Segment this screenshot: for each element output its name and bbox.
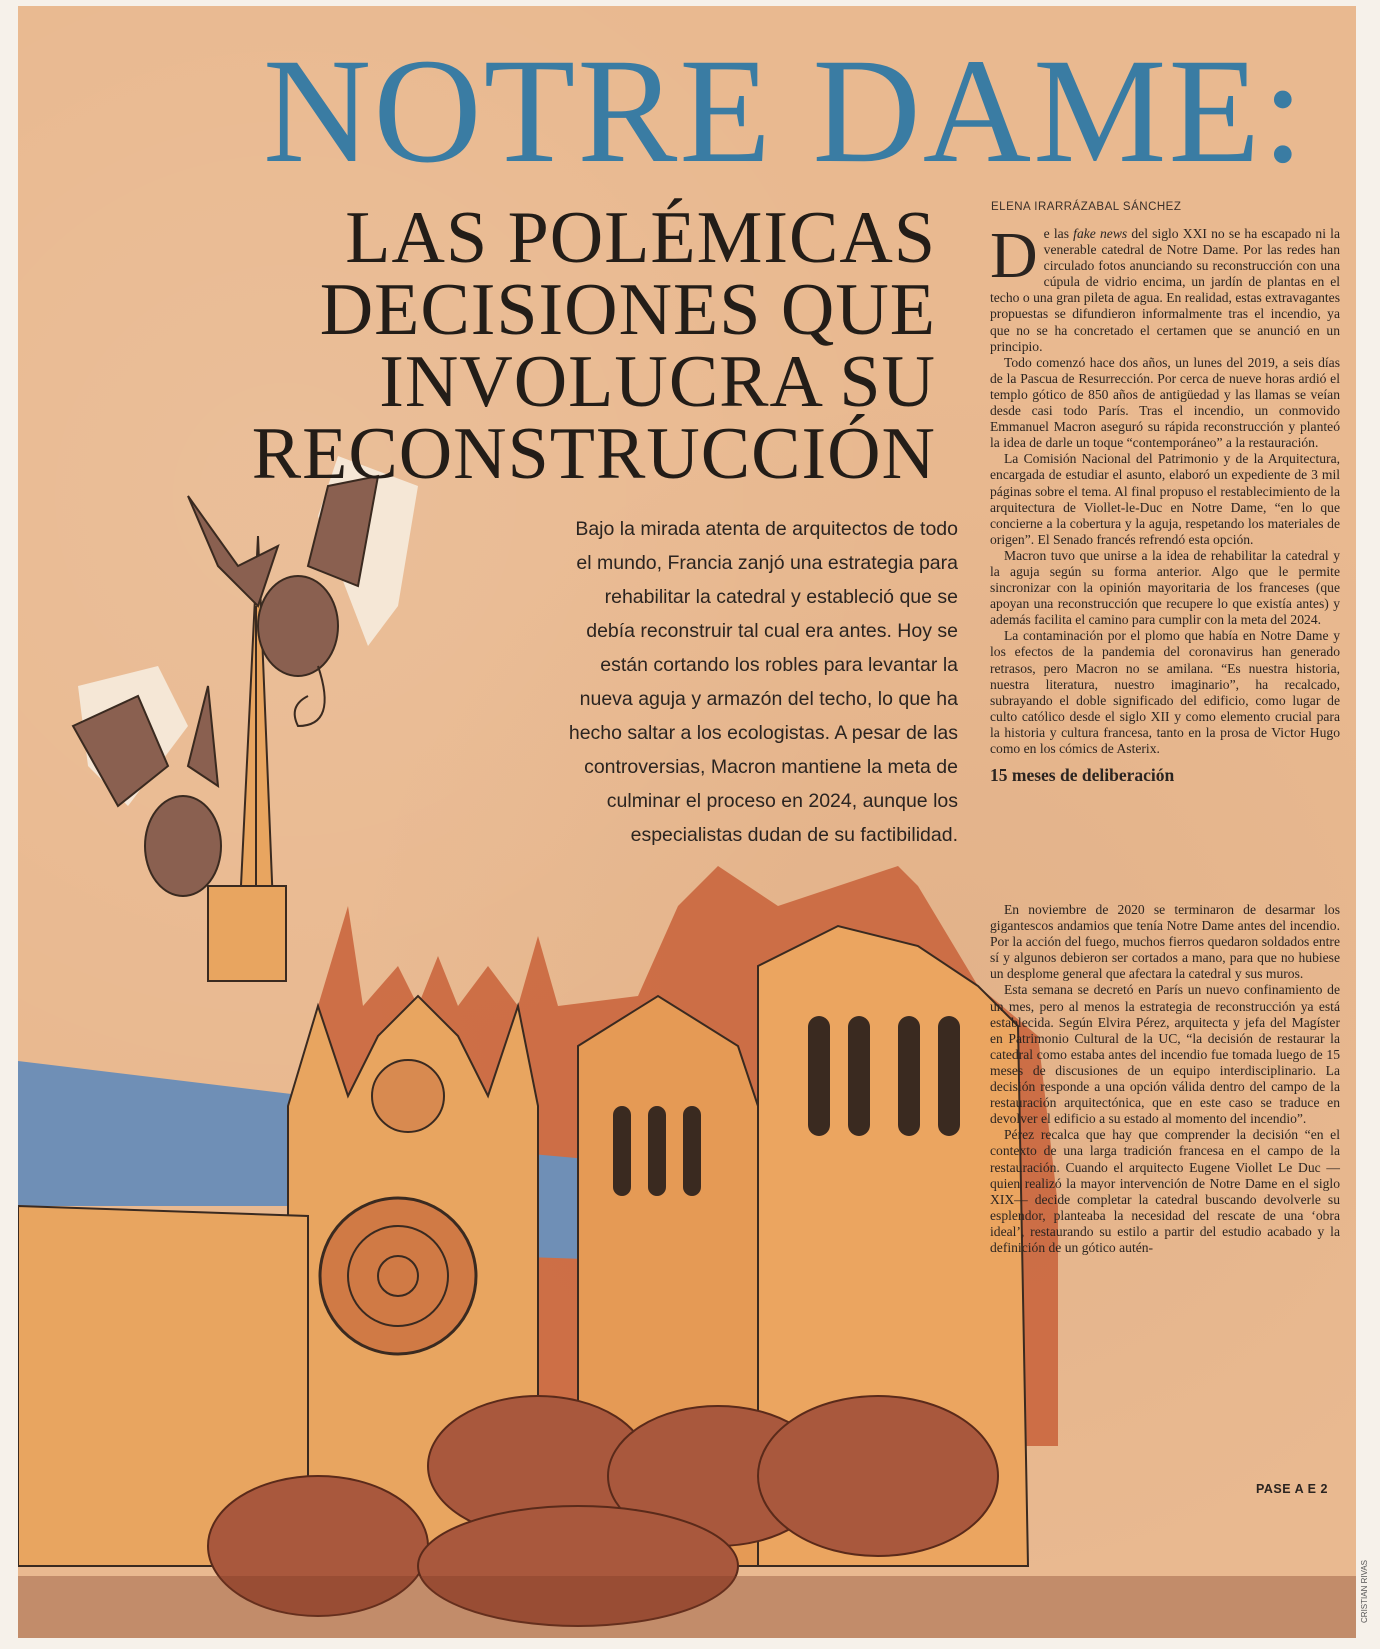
newspaper-page [18,6,1356,1638]
article-paragraph: Esta semana se decretó en París un nuevo confinamiento de un mes, pero al menos la estrategia de reconstrucción ya está establecida. Según Elvira Pérez, arquitecta y jefa del Magíster en Patrimonio Cultural de la UC, “la decisión de restaurar la catedral como estaba antes del incendio fue tomada luego de 15 meses de discusiones de un equipo interdisciplinario. La decisión responde a una opción válida dentro del campo de la restauración arquitectónica, que en este caso se traduce en devolver el edificio a su estado al momento del incendio”. [990,982,1340,1127]
dropcap: D [990,219,1038,292]
article-paragraph: La Comisión Nacional del Patrimonio y de la Arquitectura, encargada de estudiar el asunto, elaboró un expediente de 3 mil páginas sobre el tema. Al final propuso el restablecimiento de la arquitectura de Viollet-le-Duc en Notre Dame, “en lo que concierne a la cobertura y la aguja, respetando los materiales de origen”. El Senado francés refrendó esta opción. [990,451,1340,547]
article-paragraph: Todo comenzó hace dos años, un lunes del 2019, a seis días de la Pascua de Resurrección. Por cerca de nueve horas ardió el templo gótico de 850 años de antigüedad y las llamas se veían desde casi todo París. Tras el incendio, un conmovido Emmanuel Macron aseguró su rápida reconstrucción y planteó la idea de darle un toque “contemporáneo” a la restauración. [990,354,1340,451]
article-paragraph: Pérez recalca que hay que comprender la decisión “en el contexto de una larga tradición francesa en el campo de la restauración. Cuando el arquitecto Eugene Viollet Le Duc —quien realizó la mayor intervención de Notre Dame en el siglo XIX— decide completar la catedral buscando devolverle su esplendor, planteaba la necesidad del rescate de una ‘obra ideal’, restaurando su estilo a partir del estudio acabado y la definición de un gótico autén- [990,1127,1340,1255]
article-paragraph: De las fake news del siglo XXI no se ha escapado ni la venerable catedral de Notre Dame. Por las redes han circulado fotos anunciando su reconstrucción con una cúpula de vidrio encima, un jardín de plantas en el techo o una gran pileta de agua. En realidad, estas extravagantes propuestas se difundieron informalmente tras el incendio, ya que no se ha concretado el certamen que se anunció en un principio. [990,219,1340,354]
article-paragraph: La contaminación por el plomo que había en Notre Dame y los efectos de la pandemia del coronavirus han generado retrasos, pero Macron no se amilana. “Es nuestra historia, nuestra literatura, nuestro imaginario”, ha recalcado, subrayando el doble significado del edificio, como lugar de culto católico desde el siglo XII y como elemento crucial para la historia y cultura francesa, tanto en la prosa de Victor Hugo como en los cómics de Asterix. [990,628,1340,756]
continued-label: PASE A E 2 [1256,1482,1328,1496]
article-subhead: 15 meses de deliberación [990,765,1175,786]
roof-left [18,1061,318,1206]
article-column-top [990,219,1340,797]
subheadline [236,197,936,495]
subheadline-line: LAS POLÉMICAS [345,197,936,279]
subheadline-line: DECISIONES QUE [319,269,936,351]
main-headline: NOTRE DAME: [263,28,1306,194]
illustration-credit: CRISTIAN RIVAS [1360,1560,1369,1623]
byline: ELENA IRARRÁZABAL SÁNCHEZ [991,201,1182,213]
lead-paragraph: Bajo la mirada atenta de arquitectos de todo el mundo, Francia zanjó una estrategia para rehabilitar la catedral y estableció que se debía reconstruir tal cual era antes. Hoy se están cortando los robles para levantar la nueva aguja y armazón del techo, lo que ha hecho saltar a los ecologistas. A pesar de las controversias, Macron mantiene la meta de culminar el proceso en 2024, aunque los especialistas dudan de su factibilidad. [568,518,958,846]
subheadline-line: INVOLUCRA SU [379,341,936,423]
article-paragraph: Macron tuvo que unirse a la idea de rehabilitar la catedral y la aguja según su forma anterior. Algo que le permite sincronizar con la opinión mayoritaria de los franceses (que apoyan una reconstrucción que recupere lo que existía antes) y además facilita el camino para cumplir con la meta del 2024. [990,547,1340,628]
subheadline-line: RECONSTRUCCIÓN [251,413,936,495]
rose-window-large [320,1198,476,1354]
article-paragraph: En noviembre de 2020 se terminaron de desarmar los gigantescos andamios que tenía Notre Dame antes del incendio. Por la acción del fuego, muchos fierros quedaron soldados entre sí y algunos debieron ser cortados a mano, para que no hubiese un desplome general que afectara la catedral y sus muros. [990,902,1340,982]
rose-window-small [372,1060,444,1132]
dragon-upper [188,476,378,726]
article-column-bottom [990,902,1340,1256]
dragon-lower [73,686,221,896]
